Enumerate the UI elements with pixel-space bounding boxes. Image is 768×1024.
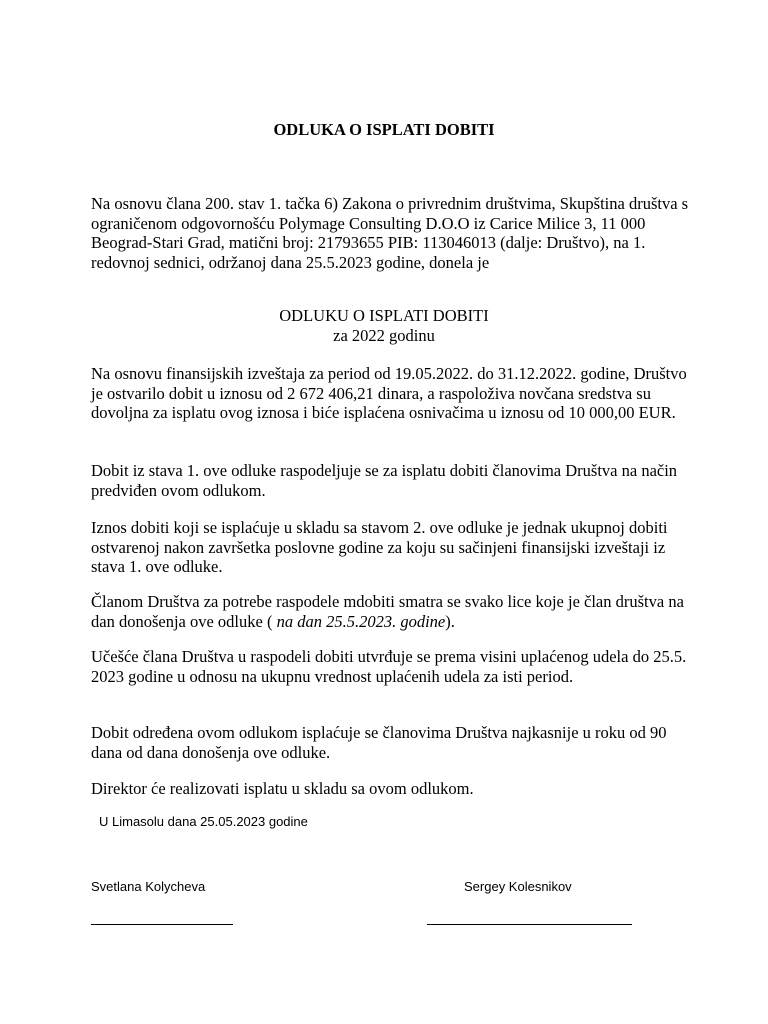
signatory-left-name: Svetlana Kolycheva [91, 879, 206, 894]
member-date-italic: na dan 25.5.2023. godine [276, 611, 446, 631]
place-date: U Limasolu dana 25.05.2023 godine [99, 814, 308, 829]
paragraph-distribution: Dobit iz stava 1. ove odluke raspodeljuje se za isplatu dobiti članovima Društva na način predviđen ovom odlukom. [91, 461, 678, 500]
paragraph-share: Učešće člana Društva u raspodeli dobiti utvrđuje se prema visini uplaćenog udela do 25.5. 2023 godine u odnosu na ukupnu vrednost uplaćenih udela za isti period. [91, 647, 687, 686]
signatory-right-name: Sergey Kolesnikov [464, 879, 572, 894]
paragraph-director: Direktor će realizovati isplatu u skladu sa ovom odlukom. [91, 779, 474, 798]
paragraph-profit-amount: Na osnovu finansijskih izveštaja za period od 19.05.2022. do 31.12.2022. godine, Društvo je ostvarilo dobit u iznosu od 2 672 406,21 dinara, a raspoloživa novčana sredstva su dovoljna za isplatu ovog iznosa i biće isplaćena osnivačima u iznosu od 10 000,00 EUR. [91, 364, 687, 422]
signature-line-left [91, 924, 233, 925]
signature-line-right [427, 924, 632, 925]
member-text-after: ). [445, 611, 455, 631]
document-title: ODLUKA O ISPLATI DOBITI [273, 120, 495, 139]
paragraph-member-definition [91, 592, 689, 631]
paragraph-payment-deadline: Dobit određena ovom odlukom isplaćuje se članovima Društva najkasnije u roku od 90 dana od dana donošenja ove odluke. [91, 723, 667, 762]
decision-heading: ODLUKU O ISPLATI DOBITI [279, 306, 489, 325]
paragraph-amount-equal: Iznos dobiti koji se isplaćuje u skladu sa stavom 2. ove odluke je jednak ukupnoj dobiti ostvarenoj nakon završetka poslovne godine za koju su sačinjeni finansijski izveštaji iz stava 1. ove odluke. [91, 518, 668, 576]
decision-subheading: za 2022 godinu [333, 325, 435, 345]
decision-heading-block [0, 306, 768, 345]
intro-paragraph: Na osnovu člana 200. stav 1. tačka 6) Zakona o privrednim društvima, Skupština društva s ograničenom odgovornošću Polymage Consulting D.O.O iz Carice Milice 3, 11 000 Beograd-Stari Grad, matični broj: 21793655 PIB: 113046013 (dalje: Društvo), na 1. redovnoj sednici, održanoj dana 25.5.2023 godine, donela je [91, 194, 689, 272]
member-text-before: Članom Društva za potrebe raspodele mdobiti smatra se svako lice koje je član društva na dan donošenja ove odluke ( [91, 592, 684, 631]
